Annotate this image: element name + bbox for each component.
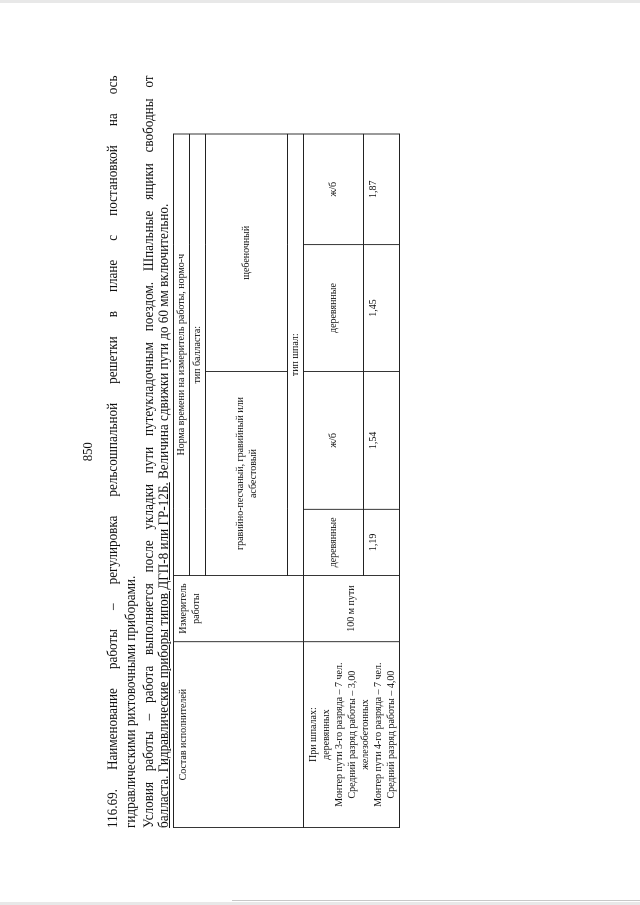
- sostav-cell: [304, 642, 400, 828]
- sleeper-type: деревянные: [304, 245, 364, 372]
- sleeper-type: ж/б: [304, 134, 364, 245]
- header-tip-shpal: тип шпал:: [288, 134, 304, 576]
- sleeper-type: деревянные: [304, 509, 364, 575]
- sostav-line: деревянных: [320, 709, 332, 760]
- ballast-type-2: щебеночный: [206, 134, 288, 372]
- conditions-line-2: [155, 76, 173, 828]
- header-norma: Норма времени на измеритель работы, нормо-ч: [174, 134, 190, 576]
- header-izmeritel: Измеритель работы: [174, 576, 304, 642]
- norm-value: 1,19: [363, 509, 399, 575]
- izmeritel-value: 100 м пути: [304, 576, 400, 642]
- sostav-line: Средний разряд работы – 4,00: [385, 670, 397, 799]
- conditions-rest: Величина сдвижки пути до 60 мм включительно.: [156, 203, 172, 483]
- sleeper-type: ж/б: [304, 372, 364, 510]
- norm-value: 1,54: [363, 372, 399, 510]
- header-tip-ballasta: тип балласта:: [190, 134, 206, 576]
- sostav-line: железобетонных: [359, 699, 371, 770]
- conditions-underlined: балласта. Гидравлические приборы типов ДГП-8 или ГР-12Б.: [156, 482, 172, 828]
- norm-value: 1,87: [363, 134, 399, 245]
- conditions-line-1: Условия работы – работа выполняется после укладки пути путеукладочным поездом. Шпальные ящики свободны от: [141, 75, 157, 829]
- rotated-page-content: [80, 75, 397, 829]
- norm-value: 1,45: [363, 245, 399, 372]
- sostav-line: Средний разряд работы – 3,00: [346, 670, 358, 799]
- heading-line-2: гидравлическими рихтовочными приборами.: [123, 575, 139, 828]
- scan-artifact-line: [232, 900, 640, 901]
- heading-line-1: 116.69. Наименование работы – регулировка рельсошпальной решетки в плане с постановкой на ось: [105, 75, 121, 829]
- sostav-line: При шпалах:: [307, 707, 319, 762]
- sostav-line: Монтер пути 4-го разряда – 7 чел.: [372, 662, 384, 807]
- sostav-line: Монтер пути 3-го разряда – 7 чел.: [333, 662, 345, 807]
- header-sostav: Состав исполнителей: [174, 642, 304, 828]
- ballast-type-1: гравийно-песчаный, гравийный или асбестовый: [206, 372, 288, 576]
- page-number: 850: [81, 442, 96, 462]
- norm-table: [173, 134, 400, 828]
- scan-edge-top: [0, 0, 640, 3]
